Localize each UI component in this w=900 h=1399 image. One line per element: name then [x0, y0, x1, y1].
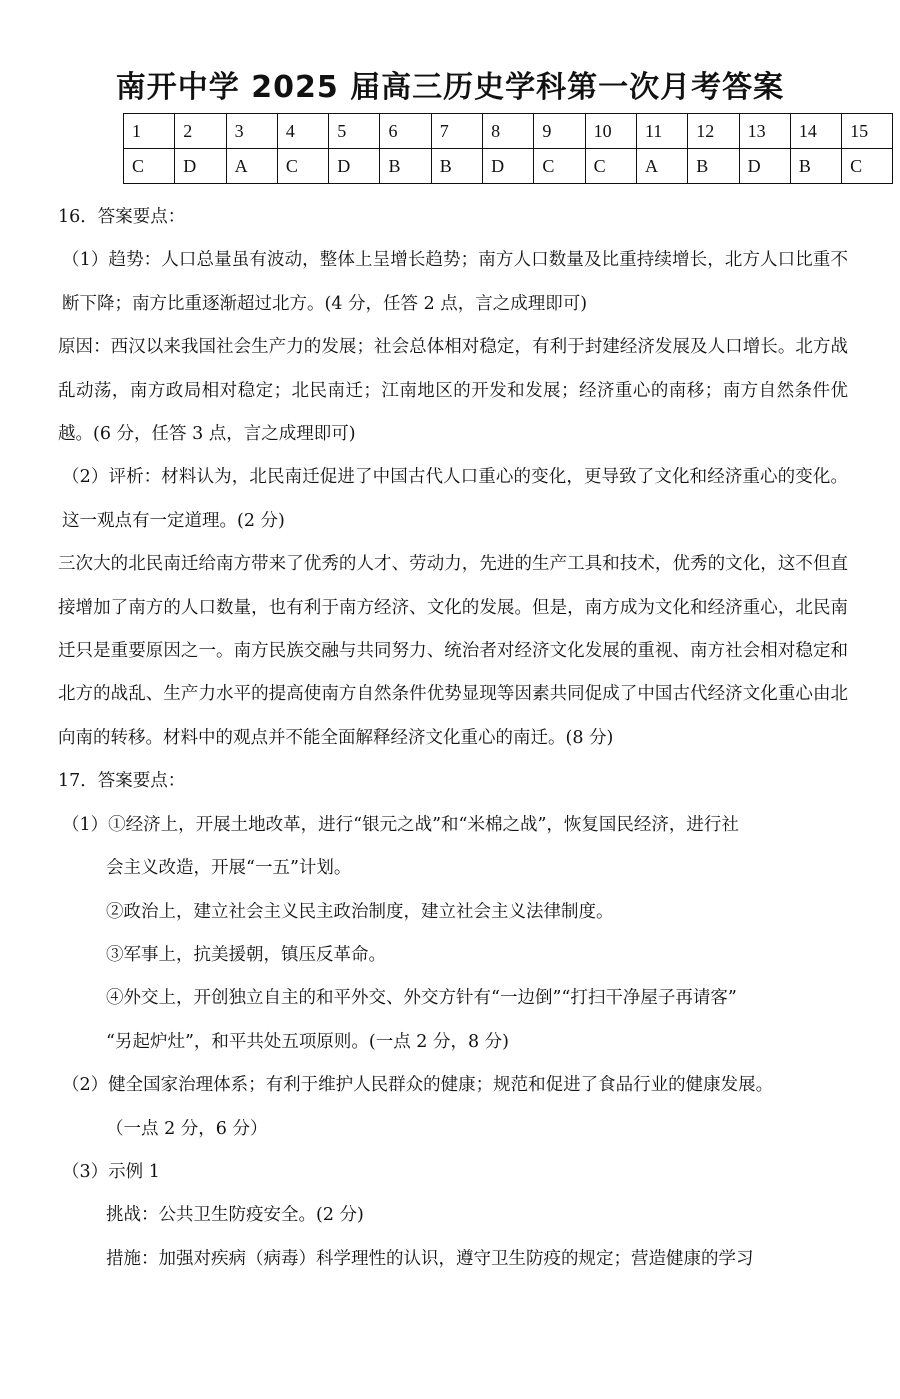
question-number-cell: 1: [124, 114, 175, 149]
q16-heading: 16．答案要点：: [58, 207, 186, 227]
q17-part1-diplomacy-line1: ④外交上，开创独立自主的和平外交、外交方针有“一边倒”“打扫干净屋子再请客”: [106, 988, 737, 1009]
answer-cell: B: [790, 149, 841, 184]
question-number-cell: 12: [688, 114, 739, 149]
q16-part2-analysis: 三次大的北民南迁给南方带来了优秀的人才、劳动力，先进的生产工具和技术，优秀的文化，这不但直接增加了南方的人口数量，也有利于南方经济、文化的发展。但是，南方成为文化和经济重心，北民南迁只是重要原因之一。南方民族交融与共同努力、统治者对经济文化发展的重视、南方社会相对稳定和北方的战乱、生产力水平的提高使南方自然条件优势显现等因素共同促成了中国古代经济文化重心由北向南的转移。材料中的观点并不能全面解释经济文化重心的南迁。(8 分): [58, 554, 848, 748]
q17-part1-politics: ②政治上，建立社会主义民主政治制度，建立社会主义法律制度。: [106, 901, 614, 922]
answer-cell: B: [431, 149, 482, 184]
answer-row: [124, 149, 893, 184]
q17-part3-measures: 措施：加强对疾病（病毒）科学理性的认识，遵守卫生防疫的规定；营造健康的学习: [106, 1248, 754, 1269]
question-number-cell: 10: [585, 114, 636, 149]
page-title: 南开中学 2025 届高三历史学科第一次月考答案: [115, 70, 785, 105]
q17-part1-diplomacy-line2: “另起炉灶”，和平共处五项原则。(一点 2 分，8 分): [106, 1031, 510, 1052]
q17-part1-economy-line2: 会主义改造，开展“一五”计划。: [106, 858, 352, 879]
answer-cell: C: [585, 149, 636, 184]
answer-cell: C: [842, 149, 893, 184]
q16-part1-trend: （1）趋势：人口总量虽有波动，整体上呈增长趋势；南方人口数量及比重持续增长，北方人口比重不断下降；南方比重逐渐超过北方。(4 分，任答 2 点，言之成理即可): [62, 250, 848, 314]
question-number-cell: 4: [277, 114, 328, 149]
answer-cell: D: [739, 149, 790, 184]
question-number-cell: 14: [790, 114, 841, 149]
q16-part1-reason: 原因：西汉以来我国社会生产力的发展；社会总体相对稳定，有利于封建经济发展及人口增长。北方战乱动荡，南方政局相对稳定；北民南迁；江南地区的开发和发展；经济重心的南移；南方自然条件优越。(6 分，任答 3 点，言之成理即可): [58, 337, 848, 445]
question-number-cell: 9: [534, 114, 585, 149]
q17-part3-challenge: 挑战：公共卫生防疫安全。(2 分): [106, 1205, 364, 1226]
question-number-cell: 6: [380, 114, 431, 149]
question-number-cell: 5: [329, 114, 380, 149]
question-number-cell: 2: [175, 114, 226, 149]
question-number-cell: 8: [483, 114, 534, 149]
question-number-cell: 7: [431, 114, 482, 149]
q16-part2-evaluation: （2）评析：材料认为，北民南迁促进了中国古代人口重心的变化，更导致了文化和经济重心的变化。这一观点有一定道理。(2 分): [62, 467, 848, 531]
answer-cell: D: [329, 149, 380, 184]
question-number-cell: 11: [636, 114, 687, 149]
answer-content: [58, 196, 848, 1281]
answer-cell: C: [124, 149, 175, 184]
answer-cell: C: [534, 149, 585, 184]
answer-cell: A: [636, 149, 687, 184]
q17-heading: 17．答案要点：: [58, 771, 186, 792]
answer-cell: B: [380, 149, 431, 184]
question-number-cell: 3: [226, 114, 277, 149]
question-number-cell: 15: [842, 114, 893, 149]
q17-part1-military: ③军事上，抗美援朝，镇压反革命。: [106, 944, 386, 965]
answer-cell: C: [277, 149, 328, 184]
q17-part3-heading: （3）示例 1: [62, 1161, 160, 1182]
q17-part2-line2: （一点 2 分，6 分）: [106, 1118, 268, 1139]
answer-cell: D: [175, 149, 226, 184]
question-number-cell: 13: [739, 114, 790, 149]
answer-cell: D: [483, 149, 534, 184]
answer-cell: B: [688, 149, 739, 184]
answer-key-table: [123, 113, 893, 184]
question-number-row: [124, 114, 893, 149]
answer-cell: A: [226, 149, 277, 184]
q17-part1-economy-line1: （1）①经济上，开展土地改革，进行“银元之战”和“米棉之战”，恢复国民经济，进行社: [62, 814, 739, 835]
q17-part2-line1: （2）健全国家治理体系；有利于维护人民群众的健康；规范和促进了食品行业的健康发展。: [62, 1075, 774, 1096]
